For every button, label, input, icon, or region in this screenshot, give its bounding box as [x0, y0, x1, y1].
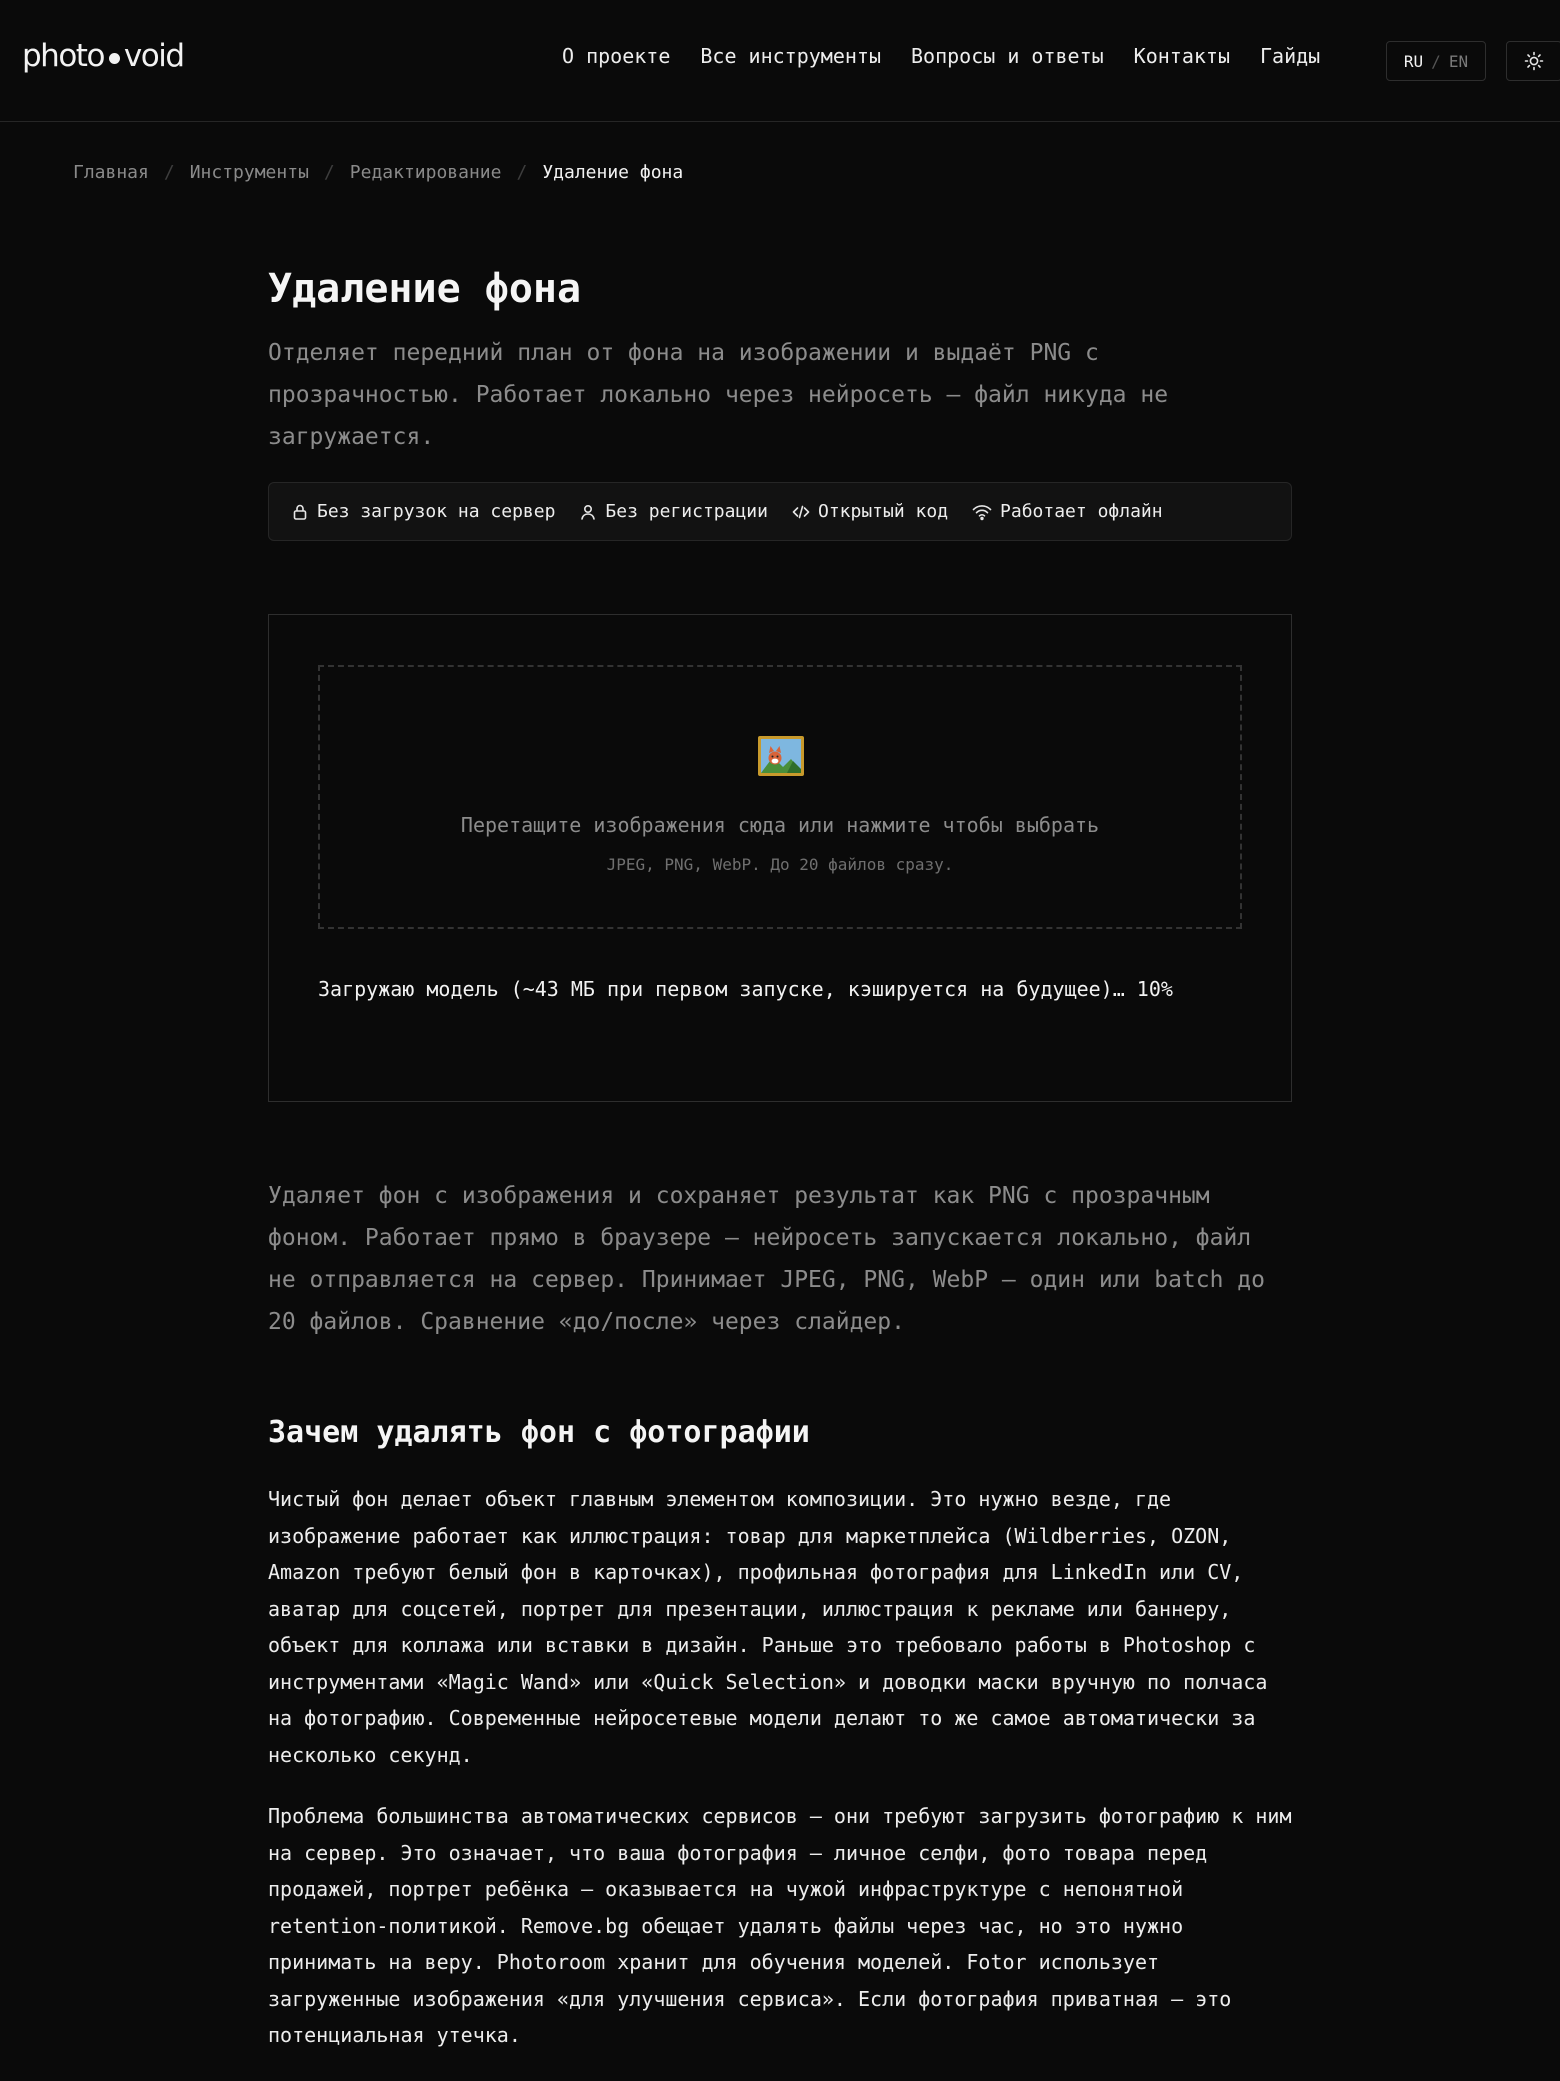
badge-offline [972, 501, 1163, 522]
breadcrumb-tools[interactable]: Инструменты [189, 162, 309, 183]
user-icon [579, 503, 597, 521]
site-header [0, 0, 1560, 122]
logo-dot [109, 53, 120, 64]
page-title: Удаление фона [268, 266, 582, 312]
breadcrumb-separator: / [163, 162, 175, 183]
logo-text-left: photo [22, 38, 104, 74]
nav-faq[interactable]: Вопросы и ответы [911, 44, 1104, 68]
main-nav [562, 41, 1350, 71]
sun-icon [1524, 51, 1544, 71]
nav-guides[interactable]: Гайды [1259, 44, 1321, 68]
badge-label: Без регистрации [605, 501, 768, 522]
badge-label: Работает офлайн [1000, 501, 1163, 522]
page-subtitle: Отделяет передний план от фона на изображении и выдаёт PNG с прозрачностью. Работает локально через нейросеть — файл никуда не загружается. [268, 340, 1169, 450]
nav-about[interactable]: О проекте [562, 44, 671, 68]
tool-panel [268, 614, 1292, 1102]
breadcrumb-separator: / [516, 162, 528, 183]
breadcrumb-separator: / [323, 162, 335, 183]
breadcrumb-editing[interactable]: Редактирование [349, 162, 502, 183]
wifi-icon [972, 503, 992, 521]
badge-label: Открытый код [817, 501, 949, 522]
breadcrumb-current: Удаление фона [542, 162, 684, 183]
badge-no-registration [579, 501, 768, 522]
dropzone-title: Перетащите изображения сюда или нажмите чтобы выбрать [460, 813, 1100, 837]
dropzone-hint: JPEG, PNG, WebP. До 20 файлов сразу. [606, 855, 954, 874]
framed-picture-icon [757, 735, 805, 777]
theme-toggle-button[interactable] [1506, 41, 1560, 81]
model-loading-status: Загружаю модель (~43 МБ при первом запуске, кэшируется на будущее)… 10% [318, 977, 1173, 1001]
article-lead: Удаляет фон с изображения и сохраняет результат как PNG с прозрачным фоном. Работает прямо в браузере — нейросеть запускается локально, файл не отправляется на сервер. Принимает JPEG, PNG, WebP — один или batch до 20 файлов. Сравнение «до/после» через слайдер. [268, 1183, 1265, 1335]
lock-icon [291, 503, 309, 521]
lang-en[interactable]: EN [1448, 51, 1469, 71]
lang-ru[interactable]: RU [1403, 51, 1424, 71]
code-icon [792, 503, 810, 521]
section-heading: Зачем удалять фон с фотографии [268, 1415, 810, 1450]
language-switcher [1386, 41, 1486, 81]
logo-text-right: void [123, 38, 184, 74]
breadcrumb-home[interactable]: Главная [73, 162, 149, 183]
site-logo[interactable] [22, 38, 184, 74]
feature-badges [268, 482, 1292, 541]
image-dropzone[interactable] [318, 665, 1242, 929]
breadcrumb [73, 162, 683, 183]
article-paragraph: Проблема большинства автоматических сервисов — они требуют загрузить фотографию к ним на сервер. Это означает, что ваша фотография — личное селфи, фото товара перед продажей, портрет ребёнка — оказывается на чужой инфраструктуре с непонятной retention-политикой. Remove.bg обещает удалять файлы через час, но это нужно принимать на веру. Photoroom хранит для обучения моделей. Fotor использует загруженные изображения «для улучшения сервиса». Если фотография приватная — это потенциальная утечка. [268, 1804, 1292, 2047]
badge-no-upload [291, 501, 555, 522]
lang-separator: / [1431, 51, 1441, 71]
badge-label: Без загрузок на сервер [317, 501, 556, 522]
badge-open-source [792, 501, 948, 522]
nav-contacts[interactable]: Контакты [1133, 44, 1230, 68]
article-paragraph: Чистый фон делает объект главным элементом композиции. Это нужно везде, где изображение работает как иллюстрация: товар для маркетплейса (Wildberries, OZON, Amazon требуют белый фон в карточках), профильная фотография для LinkedIn или CV, аватар для соцсетей, портрет для презентации, иллюстрация к рекламе или баннеру, объект для коллажа или вставки в дизайн. Раньше это требовало работы в Photoshop с инструментами «Magic Wand» или «Quick Selection» и доводки маски вручную по полчаса на фотографию. Современные нейросетевые модели делают то же самое автоматически за несколько секунд. [268, 1487, 1268, 1767]
nav-all-tools[interactable]: Все инструменты [700, 44, 881, 68]
